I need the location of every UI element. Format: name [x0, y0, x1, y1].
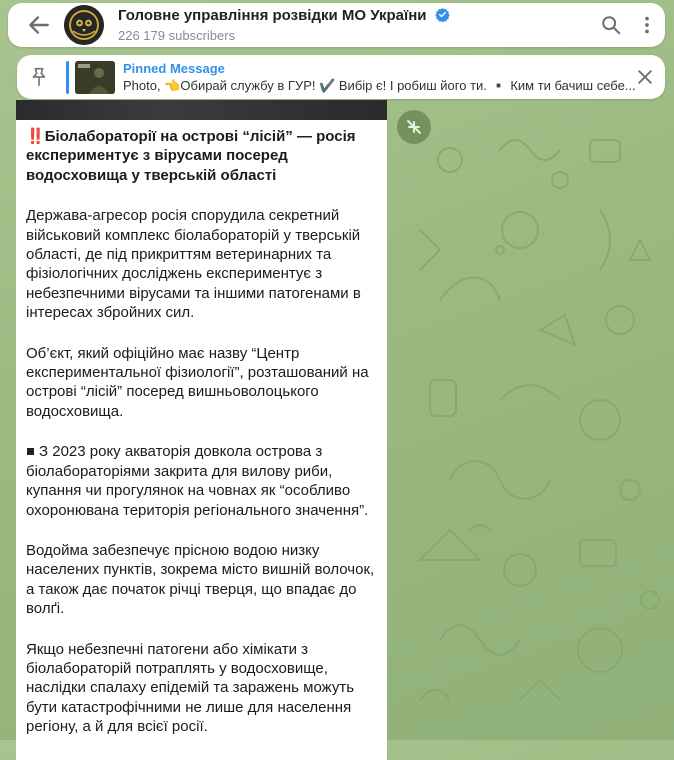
- pinned-label: Pinned Message: [123, 61, 225, 76]
- collapse-arrows-icon: [397, 110, 431, 144]
- double-exclamation-icon: ‼️: [26, 128, 45, 145]
- pinned-photo-thumbnail: [75, 61, 115, 94]
- black-square-icon: [27, 448, 34, 455]
- verified-icon: [435, 7, 450, 22]
- pinned-message-bar[interactable]: [17, 55, 665, 99]
- channel-name: Головне управління розвідки МО України: [118, 7, 427, 24]
- post-media-strip[interactable]: [16, 100, 387, 120]
- pin-icon[interactable]: [28, 65, 50, 89]
- search-icon[interactable]: [600, 14, 622, 36]
- pinned-preview-text: Photo, 👈Обирай службу в ГУР! ✔️ Вибір є! І робиш його ти. ▪️ Ким ти бачиш себе...: [123, 78, 636, 93]
- post-paragraph: Держава-агресор росія спорудила секретний військовий комплекс біолабораторій у тверській області, де під прикриттям ветеринарних та фізіологічних досліджень експериментує з небезпечними вірусами та іншими патогенами в інтересах збройних сил.: [26, 207, 361, 322]
- post-paragraph: Якщо небезпечні патогени або хімікати з біолабораторій потраплять у водосховище, наслідки спалаху епідемій та заражень можуть бути катастрофічними не лише для населення регіону, а й для всієї росії.: [26, 640, 355, 736]
- close-icon[interactable]: [635, 67, 655, 87]
- subscriber-count: 226 179 subscribers: [118, 28, 236, 43]
- post-paragraph: Об’єкт, який офіційно має назву “Центр експериментальної фізиології”, розташований на острові “лісій” посеред вишньоволоцького водосховища.: [26, 344, 369, 420]
- soldier-photo-icon: [75, 61, 115, 94]
- owl-emblem-icon: [64, 5, 104, 45]
- channel-header[interactable]: [8, 3, 665, 47]
- message-bubble: [16, 100, 387, 760]
- post-headline: ‼️Біолабораторії на острові “лісій” — росія експериментує з вірусами посеред водосховища у тверській області: [26, 128, 356, 184]
- post-paragraph: Водойма забезпечує прісною водою низку населених пунктів, зокрема місто вишній волочок, а також дає початок річці тверця, що впадає до волґі.: [26, 541, 375, 618]
- back-arrow-icon[interactable]: [26, 12, 52, 38]
- pinned-indicator: [66, 61, 69, 94]
- channel-avatar[interactable]: [64, 5, 104, 45]
- collapse-media-button[interactable]: [397, 110, 431, 144]
- channel-title[interactable]: [118, 7, 450, 24]
- post-paragraph: З 2023 року акваторія довкола острова з біолабораторіями закрита для вилову риби, купання чи прогулянок на човнах як “особливо охоронювана територія регіонального значення”.: [26, 443, 369, 519]
- more-vertical-icon[interactable]: [636, 14, 658, 36]
- message-text: [26, 127, 380, 758]
